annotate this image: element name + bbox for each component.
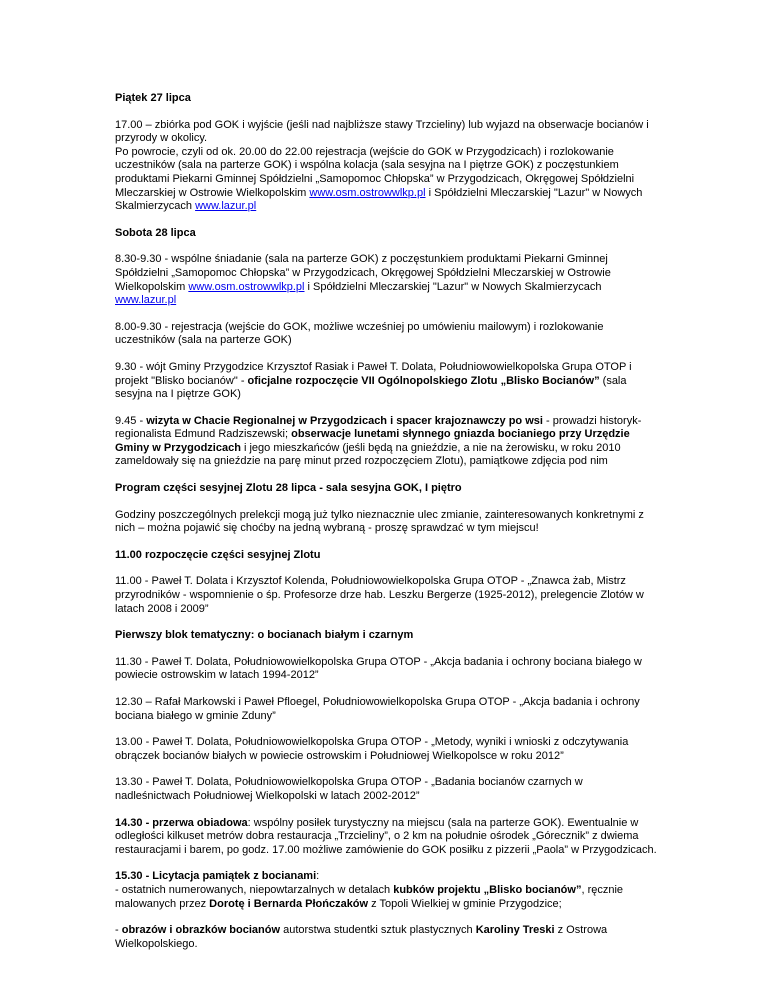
auction-bold-2: kubków projektu „Blisko bocianów” [393, 883, 582, 896]
lunch-paragraph [115, 817, 660, 858]
document-content [115, 92, 660, 964]
visit-bold-1: wizyta w Chacie Regionalnej w Przygodzicach i spacer krajoznawczy po wsi [146, 414, 543, 427]
lunch-bold: 14.30 - przerwa obiadowa [115, 816, 248, 829]
visit-text-2: - prowadzi historyk-regionalista Edmund Radziszewski; [115, 414, 642, 441]
breakfast-paragraph [115, 253, 660, 307]
lazur-link-2[interactable]: www.lazur.pl [115, 294, 177, 307]
auction-text-2: - ostatnich numerowanych, niepowtarzalnych w detalach [115, 883, 394, 896]
block1-heading: Pierwszy blok tematyczny: o bocianach białym i czarnym [115, 629, 414, 642]
visit-text-3: i jego mieszkańców (jeśli będą na gnieździe, a nie na żerowisku, w roku 2010 zameldowały się na gnieździe na parę minut przed rozpoczęciem Zlotu), pamiątkowe zdjęcia pod nim [115, 441, 621, 468]
talk-1330: 13.30 - Paweł T. Dolata, Południowowielkopolska Grupa OTOP - „Badania bocianów czarnych w nadleśnictwach Południowej Wielkopolski w latach 2002-2012” [115, 776, 583, 802]
friday-heading: Piątek 27 lipca [115, 92, 191, 104]
breakfast-text-1: 8.30-9.30 - wspólne śniadanie (sala na parterze GOK) z poczęstunkiem produktami Piekarni Gminnej Spółdzielni „Samopomoc Chłopska” w Przygodzicach, Okręgowej Spółdzielni Mleczarskiej w Ostrowie Wielkopolskim [115, 253, 611, 293]
paintings-bold-2: Karoliny Treski [475, 924, 555, 937]
talk-1230: 12.30 – Rafał Markowski i Paweł Pfloegel, Południowowielkopolska Grupa OTOP - „Akcja badania i ochrony bociana białego w gminie Zduny” [115, 696, 640, 722]
auction-bold-3: Dorotę i Bernarda Płończaków [209, 897, 369, 910]
session-start-heading: 11.00 rozpoczęcie części sesyjnej Zlotu [115, 548, 321, 561]
auction-paragraph [115, 870, 660, 911]
registration-paragraph: 8.00-9.30 - rejestracja (wejście do GOK, możliwe wcześniej po umówieniu mailowym) i rozlokowanie uczestników (sala na parterze GOK) [115, 320, 604, 347]
paintings-text-2: autorstwa studentki sztuk plastycznych [280, 924, 476, 937]
lunch-text: : wspólny posiłek turystyczny na miejscu (sala na parterze GOK). Ewentualnie w odległości kilkuset metrów dobra restauracja „Trzcieliny”, o 2 km na południe ośrodek „Górecznik” z dwiema restauracjami i barem, po godz. 17.00 możliwe zamówienie do GOK posiłku z pizzerii „Paola” w Przygodzicach. [115, 816, 657, 856]
lazur-link[interactable]: www.lazur.pl [195, 200, 257, 213]
opening-bold: oficjalne rozpoczęcie VII Ogólnopolskiego Zlotu „Blisko Bocianów” [247, 374, 600, 387]
auction-text-3: , ręcznie malowanych przez [115, 883, 624, 910]
breakfast-text-2: i Spółdzielni Mleczarskiej "Lazur" w Nowych Skalmierzycach [304, 280, 602, 293]
osm-link-2[interactable]: www.osm.ostrowwlkp.pl [188, 280, 305, 293]
auction-colon: : [316, 870, 320, 883]
saturday-heading: Sobota 28 lipca [115, 226, 196, 239]
visit-bold-2: obserwacje lunetami słynnego gniazda bocianiego przy Urzędzie Gminy w Przygodzicach [115, 428, 630, 454]
program-heading: Program części sesyjnej Zlotu 28 lipca - sala sesyjna GOK, I piętro [115, 482, 462, 495]
talk-1100: 11.00 - Paweł T. Dolata i Krzysztof Kolenda, Południowowielkopolska Grupa OTOP - „Znawca żab, Mistrz przyrodników - wspomnienie o śp. Profesorze drze hab. Leszku Bergerze (1925-2012), prelegencie Zlotów w latach 2008 i 2009” [115, 575, 644, 615]
friday-line-2: Po powrocie, czyli od ok. 20.00 do 22.00 rejestracja (wejście do GOK w Przygodzicach) i rozlokowanie uczestników (sala na parterze GOK) i wspólna kolacja (sala sesyjna na I piętrze GOK) z poczęstunkiem produktami Piekarni Gminnej Spółdzielni „Samopomoc Chłopska” w Przygodzicach, Okręgowej Spółdzielni Mleczarskiej w Ostrowie Wielkopolskim [115, 145, 635, 199]
opening-text-1: 9.30 - wójt Gminy Przygodzice Krzysztof Rasiak i Paweł T. Dolata, Południowowielkopolska Grupa OTOP i projekt "Blisko bocianów" - [115, 360, 632, 387]
visit-text-1: 9.45 - [115, 414, 147, 427]
talk-1300: 13.00 - Paweł T. Dolata, Południowowielkopolska Grupa OTOP - „Metody, wyniki i wnioski z odczytywania obrączek bocianów białych w powiecie ostrowskim i Południowej Wielkopolsce w roku 2012” [115, 736, 629, 762]
paintings-text-3: z Ostrowa Wielkopolskiego. [115, 924, 608, 950]
talk-1130: 11.30 - Paweł T. Dolata, Południowowielkopolska Grupa OTOP - „Akcja badania i ochrony bociana białego w powiecie ostrowskim w latach 1994-2012” [115, 655, 642, 682]
friday-line-1: 17.00 – zbiórka pod GOK i wyjście (jeśli nad najbliższe stawy Trzcieliny) lub wyjazd na obserwacje bocianów i przyrody w okolicy. [115, 118, 649, 145]
opening-text-2: (sala sesyjna na I piętrze GOK) [115, 374, 627, 401]
visit-paragraph [115, 415, 660, 469]
program-note: Godziny poszczególnych prelekcji mogą już tylko nieznacznie ulec zmianie, zainteresowanych konkretnymi z nich – można pojawić się choćby na jedną wybraną - proszę sprawdzać w tym miejscu! [115, 508, 644, 535]
auction-bold: 15.30 - Licytacja pamiątek z bocianami [115, 870, 317, 883]
osm-link[interactable]: www.osm.ostrowwlkp.pl [309, 186, 426, 199]
paintings-text-1: - [115, 924, 122, 937]
friday-line-3: i Spółdzielni Mleczarskiej "Lazur" w Nowych Skalmierzycach [115, 186, 643, 213]
opening-paragraph [115, 361, 660, 402]
paintings-bold-1: obrazów i obrazków bocianów [121, 924, 281, 937]
auction-text-4: z Topoli Wielkiej w gminie Przygodzice; [368, 897, 562, 910]
friday-paragraph [115, 119, 660, 214]
paintings-paragraph [115, 924, 660, 951]
